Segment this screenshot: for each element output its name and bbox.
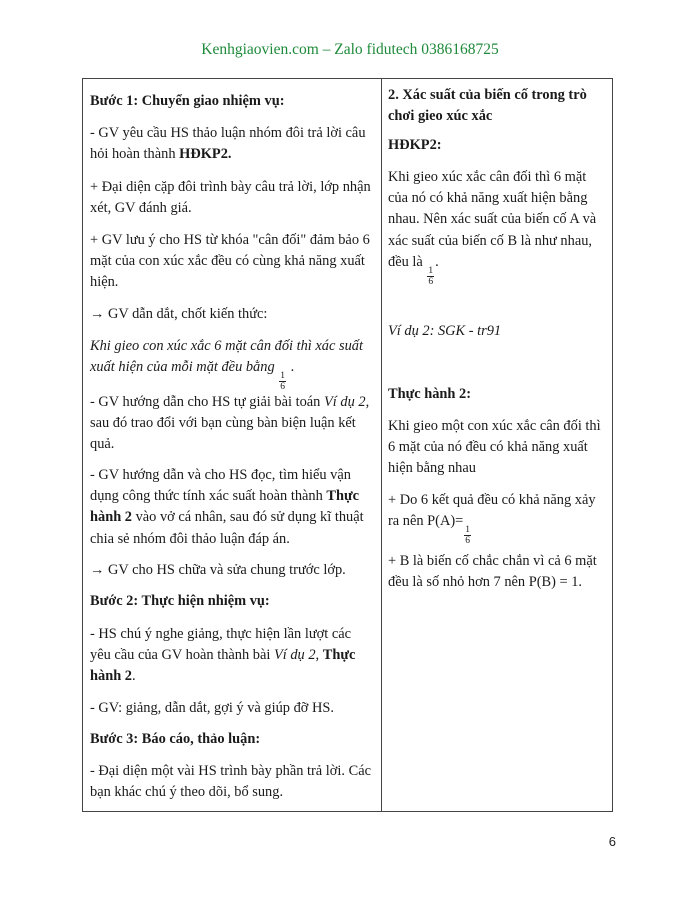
lesson-table <box>82 78 613 812</box>
fraction-one-sixth: $\frac{1}{6}$ <box>428 265 434 287</box>
paragraph-knowledge: Khi gieo con xúc xắc 6 mặt cân đối thì xác suất xuất hiện của mỗi mặt đều bằng $\frac{1}{6}$ . <box>90 338 363 393</box>
paragraph-students-work: - HS chú ý nghe giảng, thực hiện lần lượt các yêu cầu của GV hoàn thành bài Ví dụ 2, Thực hành 2. <box>90 626 356 685</box>
paragraph-teacher-support: - GV: giảng, dẫn dắt, gợi ý và giúp đỡ HS. <box>90 700 334 716</box>
practice-label: Thực hành 2: <box>388 386 472 402</box>
fraction-one-sixth: $\frac{1}{6}$ <box>465 525 470 547</box>
fraction-one-sixth: $\frac{1}{6}$ <box>280 371 286 393</box>
step1-title: Bước 1: Chuyển giao nhiệm vụ: <box>90 93 285 109</box>
hdkp2-answer: Khi gieo xúc xắc cân đối thì 6 mặt của nó có khả năng xuất hiện bằng nhau. Nên xác suất của biến cố A và xác suất của biến cố B là như nhau, đều là $\frac{1}{6}$ . <box>388 169 597 287</box>
paragraph-report: - Đại diện một vài HS trình bày phần trả lời. Các bạn khác chú ý theo dõi, bổ sung. <box>90 763 371 801</box>
step3-title: Bước 3: Báo cáo, thảo luận: <box>90 731 261 747</box>
paragraph-example-guide: - GV hướng dẫn cho HS tự giải bài toán Ví dụ 2, sau đó trao đổi với bạn cùng bàn biện luận kết quả. <box>90 394 370 453</box>
paragraph-task-assign: - GV yêu cầu HS thảo luận nhóm đôi trả lời câu hỏi hoàn thành HĐKP2. <box>90 125 366 163</box>
column-divider <box>381 79 382 811</box>
hdkp2-label: HĐKP2: <box>388 137 442 153</box>
example-reference: Ví dụ 2: SGK - tr91 <box>388 323 502 339</box>
practice-text: Khi gieo một con xúc xắc cân đối thì 6 mặt của nó đều có khả năng xuất hiện bằng nhau <box>388 418 601 477</box>
page-header: Kenhgiaovien.com – Zalo fidutech 0386168725 <box>201 41 499 58</box>
page-number: 6 <box>608 834 616 849</box>
section-title: 2. Xác suất của biến cố trong trò chơi gieo xúc xắc <box>388 87 587 125</box>
paragraph-conclude: → GV dẫn dắt, chốt kiến thức: <box>90 306 268 322</box>
paragraph-keyword-note: + GV lưu ý cho HS từ khóa "cân đối" đảm bảo 6 mặt của con xúc xắc đều có cùng khả năng xuất hiện. <box>90 232 370 291</box>
step2-title: Bước 2: Thực hiện nhiệm vụ: <box>90 593 270 609</box>
practice-point-b: + B là biến cố chắc chắn vì cả 6 mặt đều là số nhỏ hơn 7 nên P(B) = 1. <box>388 553 597 591</box>
practice-point-a: + Do 6 kết quả đều có khả năng xảy ra nên P(A)= $\frac{1}{6}$ <box>388 492 596 547</box>
paragraph-correction: → GV cho HS chữa và sửa chung trước lớp. <box>90 562 346 578</box>
paragraph-pair-present: + Đại diện cặp đôi trình bày câu trả lời, lớp nhận xét, GV đánh giá. <box>90 179 371 217</box>
paragraph-practice-guide: - GV hướng dẫn và cho HS đọc, tìm hiểu vận dụng công thức tính xác suất hoàn thành Thực hành 2 vào vở cá nhân, sau đó sử dụng kĩ thuật chia sẻ nhóm đôi thảo luận đáp án. <box>90 467 364 547</box>
